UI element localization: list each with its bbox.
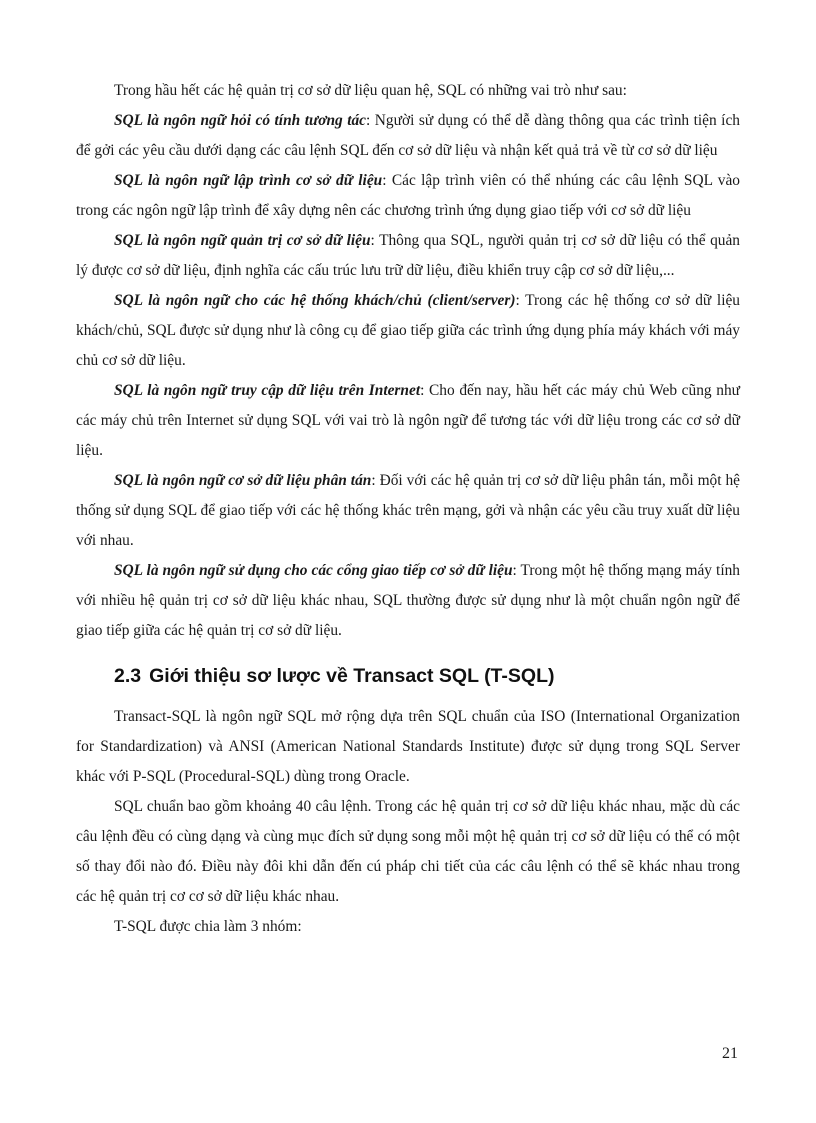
role-paragraph-gateway [76,556,740,646]
section-heading [114,662,740,690]
role-paragraph-client-server [76,286,740,376]
role-text: : Trong các hệ thống cơ sở dữ liệu khách/chủ, SQL được sử dụng như là công cụ để giao tiếp giữa các trình ứng dụng phía máy khách với máy chủ cơ sở dữ liệu. [76,292,740,369]
page-number: 21 [722,1045,738,1062]
role-text: : Cho đến nay, hầu hết các máy chủ Web cũng như các máy chủ trên Internet sử dụng SQL với vai trò là ngôn ngữ để tương tác với dữ liệu trong các cơ sở dữ liệu. [76,382,740,459]
role-lead: SQL là ngôn ngữ quản trị cơ sở dữ liệu [114,232,371,249]
role-lead: SQL là ngôn ngữ cho các hệ thống khách/chủ (client/server) [114,292,516,309]
role-paragraph-interactive-query [76,106,740,166]
role-paragraph-programming [76,166,740,226]
role-text: : Các lập trình viên có thể nhúng các câu lệnh SQL vào trong các ngôn ngữ lập trình để xây dựng nên các chương trình ứng dụng giao tiếp với cơ sở dữ liệu [76,172,741,219]
role-lead: SQL là ngôn ngữ truy cập dữ liệu trên Internet [114,382,421,399]
section-paragraph: SQL chuẩn bao gồm khoảng 40 câu lệnh. Trong các hệ quản trị cơ sở dữ liệu khác nhau, mặc dù các câu lệnh đều có cùng dạng và cùng mục đích sử dụng song mỗi một hệ quản trị cơ sở dữ liệu có thể có một số thay đổi nào đó. Điều này đôi khi dẫn đến cú pháp chi tiết của các câu lệnh có thể sẽ khác nhau trong các hệ quản trị cơ cơ sở dữ liệu khác nhau. [76,798,740,905]
section-paragraph: Transact-SQL là ngôn ngữ SQL mở rộng dựa trên SQL chuẩn của ISO (International Organization for Standardization) và ANSI (American National Standards Institute) được sử dụng trong SQL Server khác với P-SQL (Procedural-SQL) dùng trong Oracle. [76,708,740,785]
role-text: : Thông qua SQL, người quản trị cơ sở dữ liệu có thể quản lý được cơ sở dữ liệu, định nghĩa các cấu trúc lưu trữ dữ liệu, điều khiển truy cập cơ sở dữ liệu,... [76,232,741,279]
section-title: Giới thiệu sơ lược về Transact SQL (T-SQL) [149,665,555,687]
role-paragraph-distributed [76,466,740,556]
role-paragraph-administration [76,226,740,286]
role-lead: SQL là ngôn ngữ cơ sở dữ liệu phân tán [114,472,372,489]
role-text: : Người sử dụng có thể dễ dàng thông qua các trình tiện ích để gởi các yêu cầu dưới dạng các câu lệnh SQL đến cơ sở dữ liệu và nhận kết quả trả về từ cơ sở dữ liệu [76,112,740,159]
section-number: 2.3 [114,665,142,687]
role-paragraph-internet [76,376,740,466]
intro-paragraph: Trong hầu hết các hệ quản trị cơ sở dữ liệu quan hệ, SQL có những vai trò như sau: [114,82,627,99]
role-lead: SQL là ngôn ngữ hỏi có tính tương tác [114,112,367,129]
section-paragraph: T-SQL được chia làm 3 nhóm: [114,918,302,935]
role-lead: SQL là ngôn ngữ sử dụng cho các cổng giao tiếp cơ sở dữ liệu [114,562,513,579]
role-text: : Đối với các hệ quản trị cơ sở dữ liệu phân tán, mỗi một hệ thống sử dụng SQL để giao tiếp với các hệ thống khác trên mạng, gởi và nhận các yêu cầu truy xuất dữ liệu với nhau. [76,472,741,549]
role-lead: SQL là ngôn ngữ lập trình cơ sở dữ liệu [114,172,383,189]
role-text: : Trong một hệ thống mạng máy tính với nhiều hệ quản trị cơ sở dữ liệu khác nhau, SQL thường được sử dụng như là một chuẩn ngôn ngữ để giao tiếp giữa các hệ quản trị cơ sở dữ liệu. [76,562,740,639]
